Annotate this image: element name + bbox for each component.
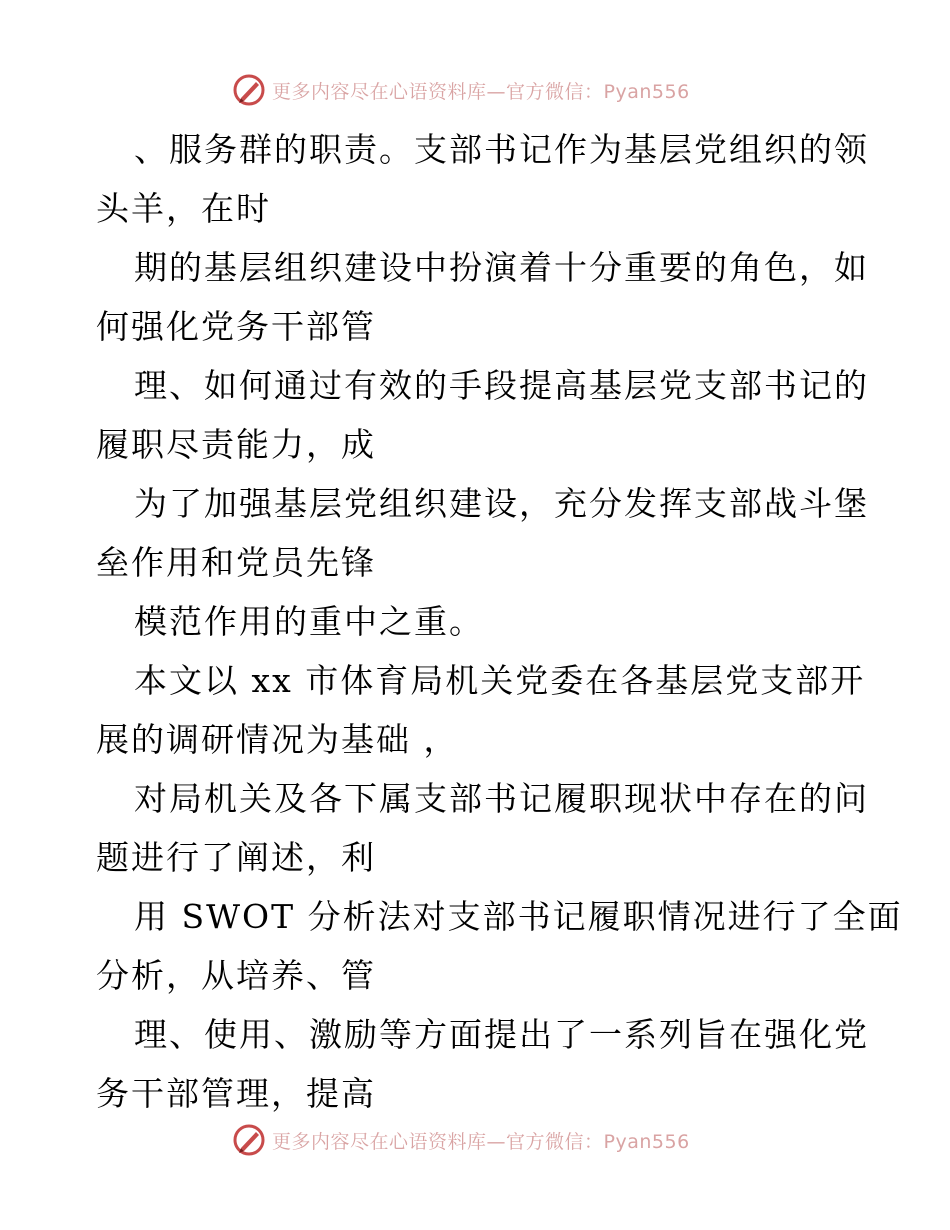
watermark-text: 更多内容尽在心语资料库—官方微信：Pyan556	[272, 80, 690, 103]
paragraph-8	[96, 887, 903, 1005]
paragraph-line: 为了加强基层党组织建设，充分发挥支部战斗堡	[134, 484, 869, 523]
document-body	[96, 120, 903, 1123]
paragraph-line: 展的调研情况为基础 ，	[96, 720, 459, 759]
paragraph-line: 用 SWOT 分析法对支部书记履职情况进行了全面	[134, 897, 903, 936]
paragraph-line: 分析，从培养、管	[96, 956, 376, 995]
paragraph-line: 对局机关及各下属支部书记履职现状中存在的问	[134, 779, 869, 818]
paragraph-line: 、服务群的职责。支部书记作为基层党组织的领	[134, 130, 869, 169]
paragraph-6	[96, 651, 866, 769]
paragraph-line: 务干部管理，提高	[96, 1074, 376, 1113]
paragraph-line: 履职尽责能力，成	[96, 425, 376, 464]
paragraph-5	[96, 592, 856, 651]
paragraph-line: 垒作用和党员先锋	[96, 543, 376, 582]
paragraph-line: 期的基层组织建设中扮演着十分重要的角色，如	[134, 248, 869, 287]
paragraph-line: 题进行了阐述，利	[96, 838, 376, 877]
header-watermark	[232, 72, 690, 108]
footer-watermark	[232, 1122, 690, 1158]
paragraph-line: 理、使用、激励等方面提出了一系列旨在强化党	[134, 1015, 869, 1054]
paragraph-line: 理、如何通过有效的手段提高基层党支部书记的	[134, 366, 869, 405]
paragraph-9	[96, 1005, 869, 1123]
paragraph-line: 头羊，在时	[96, 189, 271, 228]
pen-logo-icon	[232, 73, 266, 107]
paragraph-2	[96, 238, 869, 356]
pen-logo-icon	[232, 1123, 266, 1157]
paragraph-3	[96, 356, 869, 474]
paragraph-line: 本文以 xx 市体育局机关党委在各基层党支部开	[134, 661, 866, 700]
watermark-text: 更多内容尽在心语资料库—官方微信：Pyan556	[272, 1130, 690, 1153]
paragraph-7	[96, 769, 869, 887]
paragraph-line: 何强化党务干部管	[96, 307, 376, 346]
paragraph-4	[96, 474, 869, 592]
paragraph-line: 模范作用的重中之重。	[134, 602, 484, 641]
paragraph-1	[96, 120, 869, 238]
